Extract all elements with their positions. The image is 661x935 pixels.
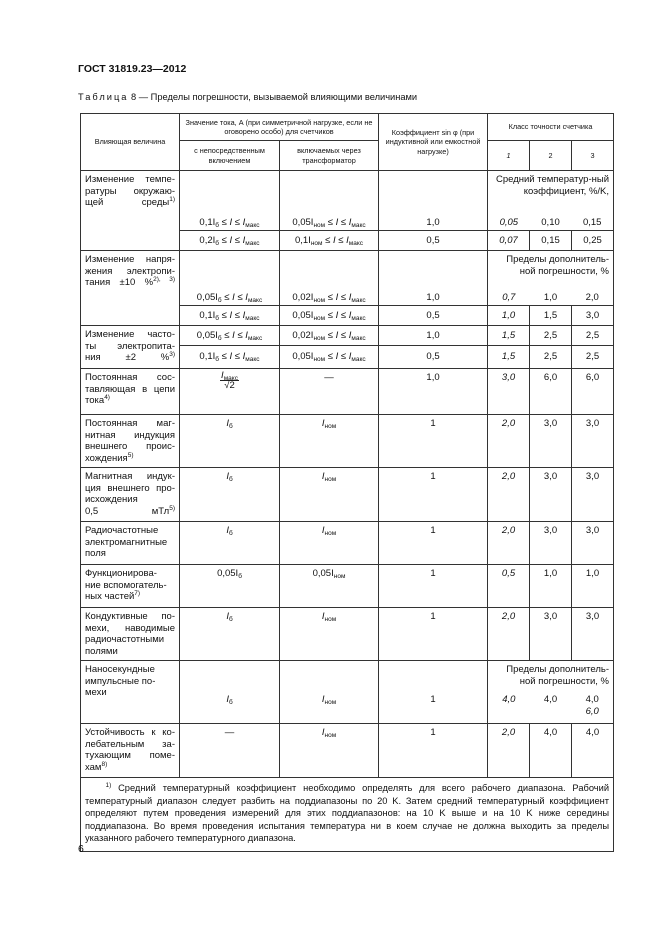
aux-class1: 0,5 (488, 565, 530, 608)
aux-direct: $0,05I_б$ (180, 565, 280, 608)
voltage-r1-transformer: $0,02I_{ном} \le I \le I_{макс}$ (280, 251, 379, 306)
radio-class2: 3,0 (530, 522, 572, 565)
header-class-2: 2 (530, 141, 572, 171)
freq-r2-class1: 1,5 (488, 346, 530, 369)
dc-class2: 6,0 (530, 369, 572, 415)
magind-class3: 3,0 (572, 468, 614, 522)
temp-r2-class3: 0,25 (572, 231, 614, 251)
magnetic-class3: 3,0 (572, 415, 614, 468)
freq-r2-direct: $0,1I_б \le I \le I_{макс}$ (180, 346, 280, 369)
nano-class2: 4,0 (543, 694, 558, 705)
document-title: ГОСТ 31819.23—2012 (78, 63, 187, 75)
page-number: 6 (78, 843, 84, 855)
row-voltage-name: Изменение напря- жения электропи- тания ±10 %$^{2), 3)}$ (81, 251, 180, 326)
voltage-r2-class1: 1,0 (488, 306, 530, 326)
freq-r2-class2: 2,5 (530, 346, 572, 369)
header-influencing: Влияющая величина (81, 114, 180, 171)
freq-r1-class1: 1,5 (488, 326, 530, 346)
voltage-r2-class2: 1,5 (530, 306, 572, 326)
voltage-r1-class1: 0,7 (502, 291, 516, 303)
magind-transformer: $I_{ном}$ (280, 468, 379, 522)
voltage-r1-class3: 2,0 (585, 291, 599, 303)
radio-direct: $I_б$ (180, 522, 280, 565)
aux-transformer: $0,05I_{ном}$ (280, 565, 379, 608)
magind-class2: 3,0 (530, 468, 572, 522)
row-auxiliary-name: Функционирова- ние вспомогатель- ных частей$^{7)}$ (81, 565, 180, 608)
header-class: Класс точности счетчика (488, 114, 614, 141)
temp-r2-class2: 0,15 (530, 231, 572, 251)
row-magnetic-induction-name: Магнитная индук- ция внешнего про- исхождения 0,5 мТл$^{5)}$ (81, 468, 180, 522)
conducted-class3: 3,0 (572, 608, 614, 661)
radio-sinphi: 1 (379, 522, 488, 565)
nano-transformer: $I_{ном}$ (280, 661, 379, 724)
nano-class1: 4,0 (502, 694, 516, 705)
voltage-r2-class3: 3,0 (572, 306, 614, 326)
temp-r2-sinphi: 0,5 (379, 231, 488, 251)
voltage-r1-direct: $0,05I_б \le I \le I_{макс}$ (180, 251, 280, 306)
freq-r2-class3: 2,5 (572, 346, 614, 369)
temp-r2-transformer: $0,1I_{ном} \le I \le I_{макс}$ (280, 231, 379, 251)
voltage-r2-transformer: $0,05I_{ном} \le I \le I_{макс}$ (280, 306, 379, 326)
temp-group-cell (488, 171, 614, 231)
nano-class3: 4,0 6,0 (585, 694, 599, 717)
table-caption (78, 92, 417, 102)
osc-transformer: $I_{ном}$ (280, 724, 379, 778)
magind-class1: 2,0 (488, 468, 530, 522)
table-caption-word: Таблица (78, 92, 129, 102)
header-class-1: 1 (488, 141, 530, 171)
dc-sinphi: 1,0 (379, 369, 488, 415)
conducted-sinphi: 1 (379, 608, 488, 661)
magind-sinphi: 1 (379, 468, 488, 522)
radio-class3: 3,0 (572, 522, 614, 565)
freq-r2-transformer: $0,05I_{ном} \le I \le I_{макс}$ (280, 346, 379, 369)
conducted-direct: $I_б$ (180, 608, 280, 661)
freq-r1-transformer: $0,02I_{ном} \le I \le I_{макс}$ (280, 326, 379, 346)
dc-direct-fraction: $\frac{I_{макс}}{√2}$ (221, 370, 238, 391)
header-direct: с непосредственным включением (180, 141, 280, 171)
radio-class1: 2,0 (488, 522, 530, 565)
row-radio-name: Радиочастотные электромагнитные поля (81, 522, 180, 565)
nano-class3-alt: 6,0 (585, 705, 599, 717)
osc-class1: 2,0 (488, 724, 530, 778)
osc-sinphi: 1 (379, 724, 488, 778)
row-conducted-name: Кондуктивные по- мехи, наводимые радиочастотными полями (81, 608, 180, 661)
nano-group-cell (488, 661, 614, 724)
temp-r2-class1: 0,07 (488, 231, 530, 251)
dc-transformer: — (280, 369, 379, 415)
dc-class3: 6,0 (572, 369, 614, 415)
temp-r1-class3: 0,15 (582, 216, 602, 228)
conducted-class2: 3,0 (530, 608, 572, 661)
osc-class2: 4,0 (530, 724, 572, 778)
row-oscillatory-name: Устойчивость к ко- лебательным за- тухающим поме- хам$^{8)}$ (81, 724, 180, 778)
temp-group-label: Средний температур-ный коэффициент, %/K, (495, 174, 610, 197)
table-caption-text: 8 — Пределы погрешности, вызываемой влияющими величинами (131, 92, 418, 102)
magnetic-direct: $I_б$ (180, 415, 280, 468)
voltage-r2-direct: $0,1I_б \le I \le I_{макс}$ (180, 306, 280, 326)
error-limits-table (80, 113, 614, 852)
freq-r1-sinphi: 1,0 (379, 326, 488, 346)
magnetic-class1: 2,0 (488, 415, 530, 468)
temp-r1-transformer: $0,05I_{ном} \le I \le I_{макс}$ (280, 171, 379, 231)
aux-class2: 1,0 (530, 565, 572, 608)
voltage-r2-sinphi: 0,5 (379, 306, 488, 326)
temp-r1-class1: 0,05 (499, 216, 519, 228)
nano-group-label: Пределы дополнитель-ной погрешности, % (506, 664, 610, 687)
magnetic-sinphi: 1 (379, 415, 488, 468)
header-sinphi: Коэффициент sin φ (при индуктивной или емкостной нагрузке) (379, 114, 488, 171)
temp-r1-class2: 0,10 (541, 216, 560, 228)
header-class-3: 3 (572, 141, 614, 171)
dc-class1: 3,0 (488, 369, 530, 415)
voltage-r1-class2: 1,0 (543, 291, 558, 303)
header-current: Значение тока, А (при симметричной нагрузке, если не оговорено особо) для счетчиков (180, 114, 379, 141)
osc-direct: — (180, 724, 280, 778)
row-temperature-name: Изменение темпе- ратуры окружаю- щей среды$^{1)}$ (81, 171, 180, 251)
aux-sinphi: 1 (379, 565, 488, 608)
footnote (81, 778, 614, 852)
temp-r2-direct: $0,2I_б \le I \le I_{макс}$ (180, 231, 280, 251)
conducted-class1: 2,0 (488, 608, 530, 661)
row-frequency-name: Изменение часто- ты электропита- ния ±2 %$^{3)}$ (81, 326, 180, 369)
nano-sinphi: 1 (379, 661, 488, 724)
dc-direct (180, 369, 280, 415)
magnetic-class2: 3,0 (530, 415, 572, 468)
footnote-text: Средний температурный коэффициент необходимо определять для всего рабочего диапазона. Рабочий температурный диапазон следует разбить на поддиапазоны по 20 K. Затем средний температурный коэффициент определяют путем проведения измерений для этих поддиапазонов: на 10 K выше и на 10 K ниже середины поддиапазона. Во время проведения испытания температура ни в коем случае не должна выходить за пределы указанного рабочего температурного диапазона. (85, 783, 610, 844)
header-transformer: включаемых через трансформатор (280, 141, 379, 171)
voltage-group-label: Пределы дополнитель-ной погрешности, % (506, 254, 610, 277)
temp-r1-direct: $0,1I_б \le I \le I_{макс}$ (180, 171, 280, 231)
conducted-transformer: $I_{ном}$ (280, 608, 379, 661)
row-dc-name: Постоянная сос- тавляющая в цепи тока$^{4)}$ (81, 369, 180, 415)
freq-r1-class2: 2,5 (530, 326, 572, 346)
nano-direct: $I_б$ (180, 661, 280, 724)
row-magnetic-name: Постоянная маг- нитная индукция внешнего проис- хождения$^{5)}$ (81, 415, 180, 468)
freq-r1-direct: $0,05I_б \le I \le I_{макс}$ (180, 326, 280, 346)
row-nanosecond-name: Наносекундные импульсные по- мехи (81, 661, 180, 724)
osc-class3: 4,0 (572, 724, 614, 778)
magind-direct: $I_б$ (180, 468, 280, 522)
aux-class3: 1,0 (572, 565, 614, 608)
radio-transformer: $I_{ном}$ (280, 522, 379, 565)
footnote-mark: 1) (105, 782, 112, 789)
voltage-r1-sinphi: 1,0 (379, 251, 488, 306)
temp-r1-sinphi: 1,0 (379, 171, 488, 231)
magnetic-transformer: $I_{ном}$ (280, 415, 379, 468)
freq-r1-class3: 2,5 (572, 326, 614, 346)
voltage-group-cell (488, 251, 614, 306)
freq-r2-sinphi: 0,5 (379, 346, 488, 369)
